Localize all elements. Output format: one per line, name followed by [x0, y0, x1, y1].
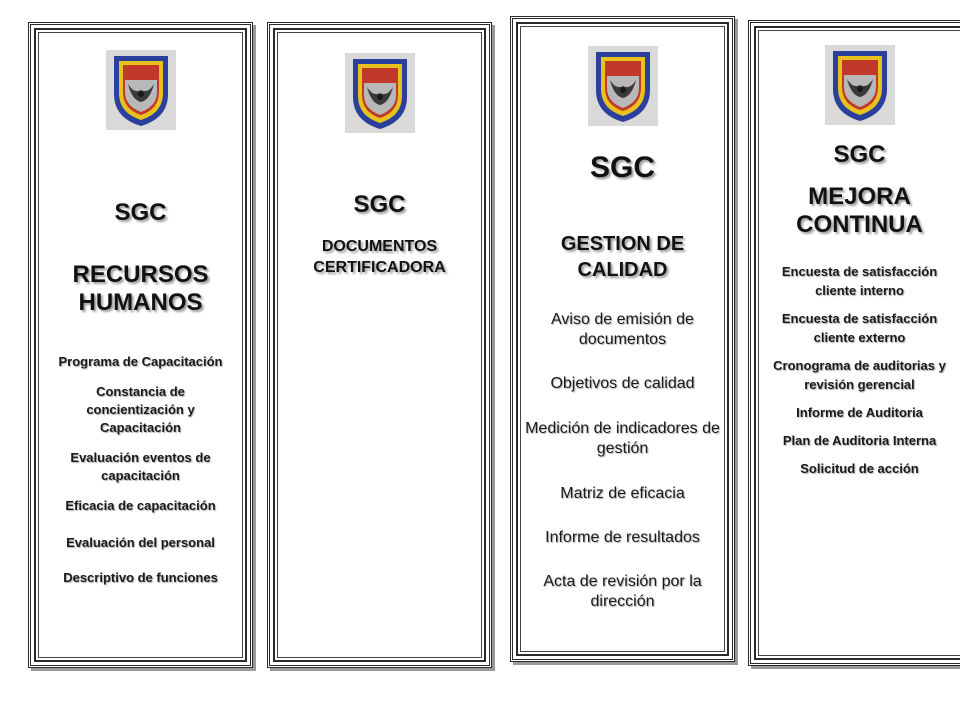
security-shield-logo-icon — [106, 50, 176, 130]
list-item: Cronograma de auditorias y revisión gerencial — [773, 358, 946, 392]
list-item: Matriz de eficacia — [560, 485, 685, 502]
sgc-heading: SGC — [114, 199, 167, 226]
list-item: Informe de Auditoria — [796, 405, 923, 420]
list-item: Evaluación eventos de capacitación — [70, 450, 211, 483]
list-item: Medición de indicadores de gestión — [525, 420, 720, 457]
sgc-heading: SGC — [353, 191, 406, 218]
card-gestion-calidad — [510, 16, 735, 662]
card-documentos — [267, 22, 492, 668]
document-list — [519, 310, 726, 612]
card-title: MEJORA CONTINUA — [796, 183, 923, 238]
list-item: Solicitud de acción — [800, 461, 919, 476]
list-item: Acta de revisión por la dirección — [543, 573, 702, 610]
card-mejora-continua — [748, 20, 960, 666]
list-item: Aviso de emisión de documentos — [551, 311, 694, 348]
security-shield-logo-icon — [345, 53, 415, 133]
list-item: Encuesta de satisfacción cliente interno — [781, 264, 938, 298]
list-item: Evaluación del personal — [66, 535, 215, 550]
card-title: DOCUMENTOS CERTIFICADORA — [313, 238, 446, 276]
card-title: RECURSOS HUMANOS — [72, 261, 209, 316]
list-item: Constancia de concientización y Capacitación — [86, 384, 195, 435]
document-list — [767, 262, 952, 478]
security-shield-logo-icon — [825, 45, 895, 125]
list-item: Programa de Capacitación — [58, 354, 223, 369]
list-item: Encuesta de satisfacción cliente externo — [781, 311, 938, 345]
document-list — [37, 353, 244, 587]
list-item: Objetivos de calidad — [550, 375, 695, 392]
sgc-heading: SGC — [589, 151, 655, 184]
list-item: Eficacia de capacitación — [65, 498, 216, 513]
sgc-heading: SGC — [833, 141, 886, 168]
card-title: GESTION DE CALIDAD — [560, 233, 685, 281]
card-recursos-humanos — [28, 22, 253, 668]
list-item: Plan de Auditoria Interna — [782, 433, 937, 448]
list-item: Descriptivo de funciones — [63, 570, 218, 585]
list-item: Informe de resultados — [545, 529, 700, 546]
security-shield-logo-icon — [588, 46, 658, 126]
